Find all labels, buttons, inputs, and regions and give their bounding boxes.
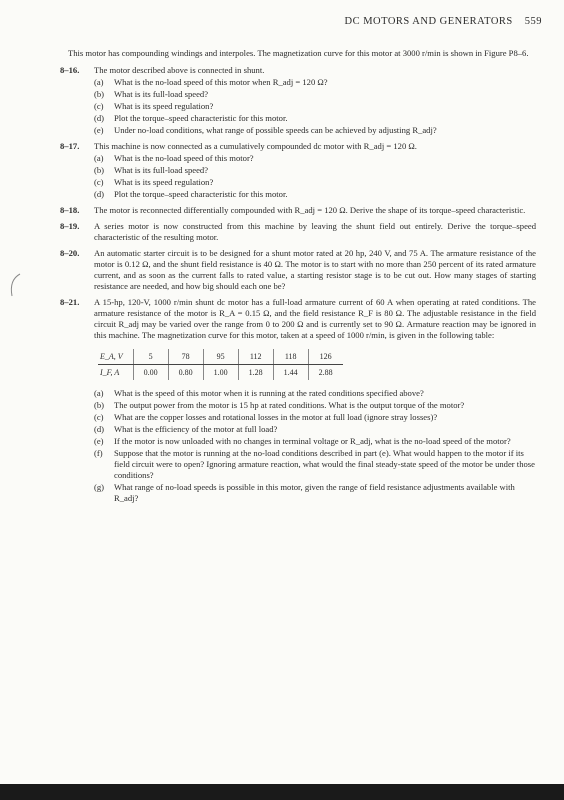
- intro-paragraph: This motor has compounding windings and interpoles. The magnetization curve for this motor at 3000 r/min is shown in Figure P8–6.: [68, 48, 529, 58]
- subpart-text: What range of no-load speeds is possible in this motor, given the range of field resistance adjustments available with R_adj?: [114, 482, 515, 503]
- table-cell: 1.28: [238, 365, 273, 381]
- subpart-text: What is the speed of this motor when it is running at the rated conditions specified above?: [114, 388, 424, 398]
- problem-text: The motor is reconnected differentially compounded with R_adj = 120 Ω. Derive the shape of its torque–speed characteristic.: [94, 205, 526, 215]
- subpart-text: Plot the torque–speed characteristic for this motor.: [114, 189, 288, 199]
- subpart-text: What is its full-load speed?: [114, 89, 209, 99]
- subpart-text: Suppose that the motor is running at the no-load conditions described in part (e). What would happen to the motor if its field circuit were to open? Ignoring armature reaction, what would the final steady-state speed of the motor be under those conditions?: [114, 448, 535, 480]
- subpart: [94, 448, 536, 481]
- subpart-text: The output power from the motor is 15 hp at rated conditions. What is the output torque of the motor?: [114, 400, 465, 410]
- subpart-label: (e): [94, 125, 104, 135]
- problem-8-16: [60, 65, 536, 136]
- problem-text: A 15-hp, 120-V, 1000 r/min shunt dc motor has a full-load armature current of 60 A when operating at rated conditions. The armature resistance of the motor is R_A = 0.15 Ω, and the field resistance R_F is 80 Ω. The adjustable resistance in the field circuit R_adj may be varied over the range from 0 to 200 Ω and is currently set to 90 Ω. Armature reaction may be ignored in this machine. The magnetization curve for this motor, taken at a speed of 1000 r/min, is given in the following table:: [94, 297, 536, 340]
- subpart-text: What is the no-load speed of this motor?: [114, 153, 254, 163]
- table-cell: 126: [308, 349, 343, 365]
- table-row-label: E_A, V: [98, 349, 133, 365]
- problem-8-18: [60, 205, 536, 216]
- subpart-text: Under no-load conditions, what range of possible speeds can be achieved by adjusting R_adj?: [114, 125, 437, 135]
- table-cell: 1.44: [273, 365, 308, 381]
- subpart-text: If the motor is now unloaded with no changes in terminal voltage or R_adj, what is the no-load speed of the motor?: [114, 436, 511, 446]
- subpart-label: (a): [94, 153, 104, 163]
- subpart-label: (a): [94, 388, 104, 398]
- subpart-label: (g): [94, 482, 105, 492]
- table-cell: 2.88: [318, 368, 333, 377]
- problem-number: 8–17.: [60, 141, 80, 151]
- header-title: DC MOTORS AND GENERATORS: [344, 16, 513, 27]
- subpart-label: (b): [94, 400, 105, 410]
- problem-text: This machine is now connected as a cumulatively compounded dc motor with R_adj = 120 Ω.: [94, 141, 417, 151]
- subpart-text: What is the no-load speed of this motor when R_adj = 120 Ω?: [114, 77, 328, 87]
- problem-number: 8–20.: [60, 248, 80, 258]
- subpart: [94, 436, 536, 447]
- table-cell: 0.00: [133, 365, 168, 381]
- magnetization-table: [98, 349, 343, 380]
- subpart-label: (d): [94, 424, 105, 434]
- table-row: [98, 365, 343, 381]
- problem-8-19: [60, 221, 536, 243]
- subpart-text: What is its speed regulation?: [114, 101, 214, 111]
- subpart: [94, 89, 536, 100]
- problem-8-21: [60, 297, 536, 504]
- margin-pencil-mark: [6, 272, 22, 298]
- subpart-label: (c): [94, 101, 104, 111]
- problem-number: 8–16.: [60, 65, 80, 75]
- subpart-text: What is the efficiency of the motor at full load?: [114, 424, 278, 434]
- table-cell: 0.80: [168, 365, 203, 381]
- page-number: 559: [524, 16, 542, 27]
- problem-text: The motor described above is connected in shunt.: [94, 65, 265, 75]
- problem-number: 8–19.: [60, 221, 80, 231]
- subpart-label: (b): [94, 165, 105, 175]
- table-cell: 118: [273, 349, 308, 365]
- table-cell: 5: [133, 349, 168, 365]
- subpart-label: (c): [94, 412, 104, 422]
- scan-edge-bar: [0, 784, 564, 800]
- subpart-text: What are the copper losses and rotational losses in the motor at full load (ignore stray losses)?: [114, 412, 438, 422]
- table-cell: 78: [168, 349, 203, 365]
- subpart-label: (d): [94, 113, 105, 123]
- problem-8-20: [60, 248, 536, 292]
- problem-text: An automatic starter circuit is to be designed for a shunt motor rated at 20 hp, 240 V, and 75 A. The armature resistance of the motor is 0.12 Ω, and the shunt field resistance is 40 Ω. The motor is to start with no more than 250 percent of its rated armature current, and as soon as the current falls to rated value, a starting resistor stage is to be cut out. How many stages of starting resistance are needed, and how big should each one be?: [94, 248, 536, 291]
- table-row-label: I_F, A: [98, 365, 133, 381]
- subpart: [94, 177, 536, 188]
- subpart-label: (c): [94, 177, 104, 187]
- subpart: [94, 153, 536, 164]
- problem-number: 8–21.: [60, 297, 80, 307]
- problem-8-17: [60, 141, 536, 200]
- subpart: [94, 400, 536, 411]
- subpart-label: (e): [94, 436, 104, 446]
- subpart-label: (b): [94, 89, 105, 99]
- subpart: [94, 165, 536, 176]
- subpart-text: Plot the torque–speed characteristic for this motor.: [114, 113, 288, 123]
- subpart: [94, 412, 536, 423]
- table-row: [98, 349, 343, 365]
- problem-text: A series motor is now constructed from this machine by leaving the shunt field out entirely. Derive the torque–speed characteristic of the resulting motor.: [94, 221, 536, 242]
- page-body: [60, 48, 536, 509]
- subpart-text: What is its speed regulation?: [114, 177, 214, 187]
- subpart: [94, 77, 536, 88]
- problem-number: 8–18.: [60, 205, 80, 215]
- subpart: [94, 482, 536, 504]
- subpart-label: (d): [94, 189, 105, 199]
- subpart: [94, 424, 536, 435]
- table-cell: 95: [203, 349, 238, 365]
- subpart: [94, 388, 536, 399]
- subpart: [94, 101, 536, 112]
- subpart-text: What is its full-load speed?: [114, 165, 209, 175]
- running-header: [344, 16, 542, 27]
- subpart: [94, 113, 536, 124]
- subpart-label: (f): [94, 448, 103, 458]
- table-cell: 1.00: [203, 365, 238, 381]
- subpart-label: (a): [94, 77, 104, 87]
- subpart: [94, 189, 536, 200]
- table-cell: 112: [238, 349, 273, 365]
- subpart: [94, 125, 536, 136]
